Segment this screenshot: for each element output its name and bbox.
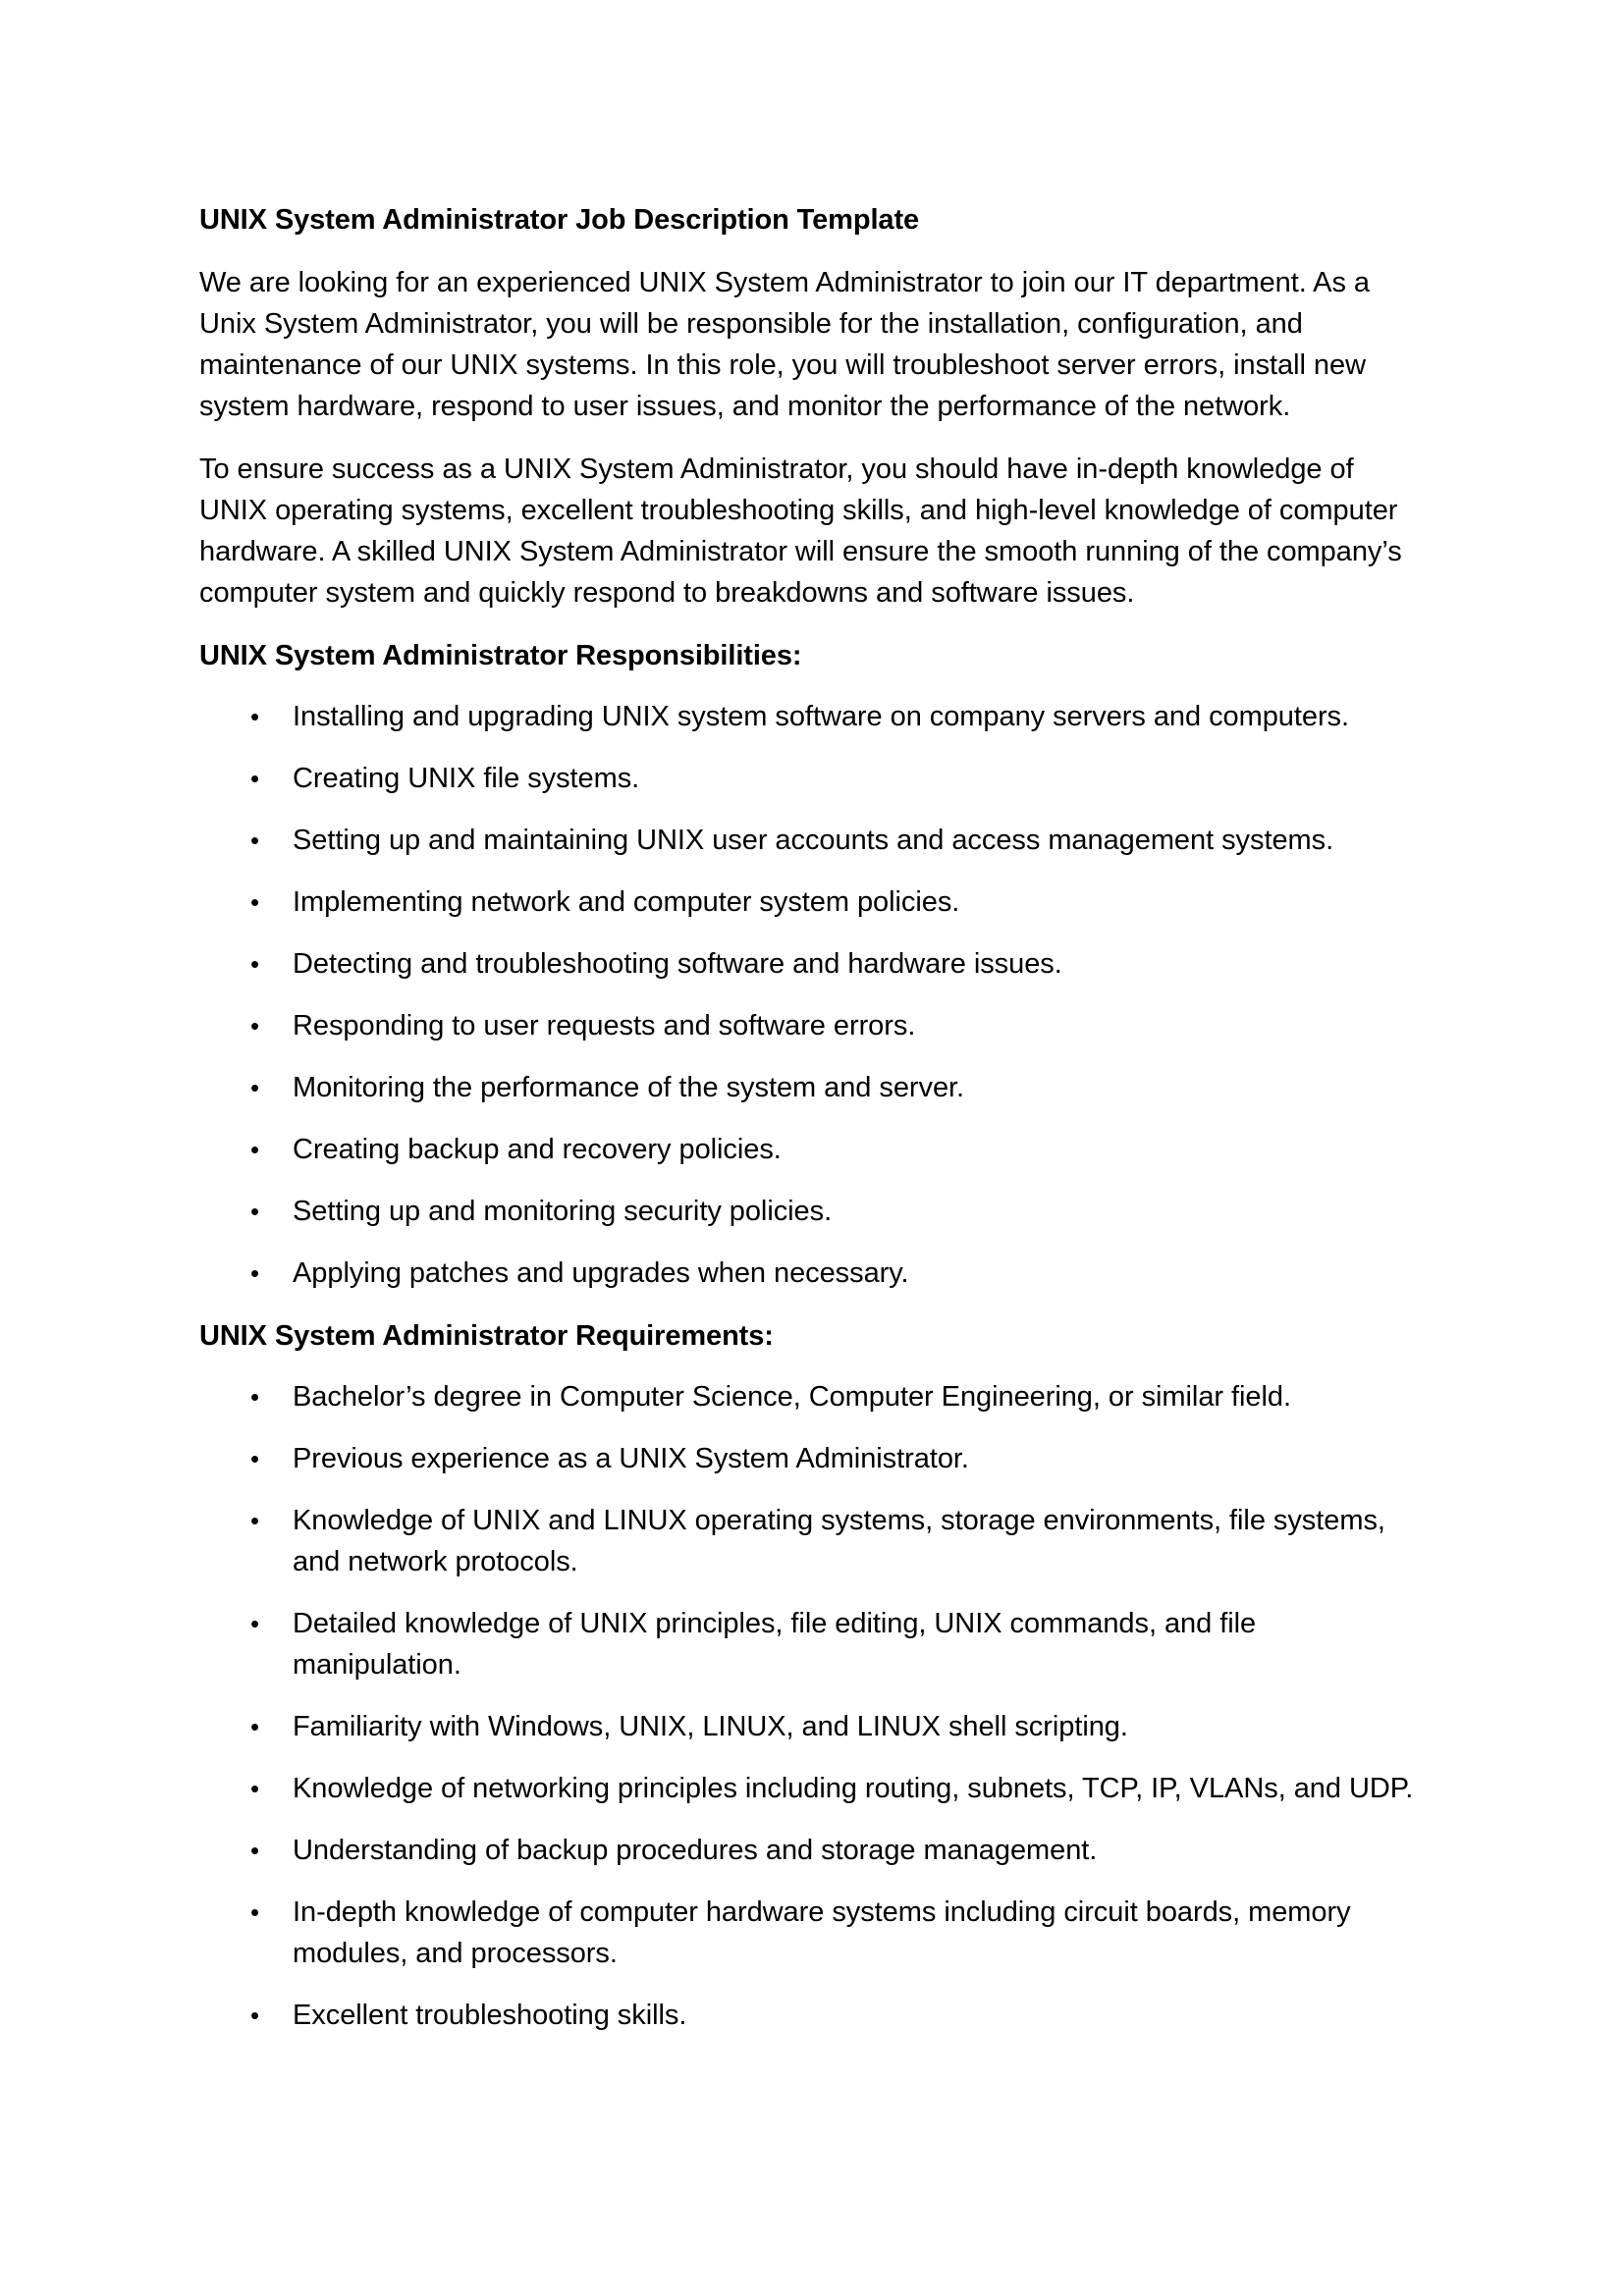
list-item — [199, 758, 1427, 799]
bullet-icon: • — [250, 1258, 260, 1288]
list-item-text: Familiarity with Windows, UNIX, LINUX, and LINUX shell scripting. — [293, 1711, 1128, 1742]
list-item-text: In-depth knowledge of computer hardware systems including circuit boards, memory modules, and processors. — [293, 1896, 1351, 1969]
list-item-text: Previous experience as a UNIX System Administrator. — [293, 1443, 969, 1474]
list-item — [199, 1830, 1427, 1871]
intro-paragraph-1: We are looking for an experienced UNIX System Administrator to join our IT department. As a Unix System Administrator, you will be responsible for the installation, configuration, and maintenance of our UNIX systems. In this role, you will troubleshoot server errors, install new system hardware, respond to user issues, and monitor the performance of the network. — [199, 267, 1371, 422]
list-item — [199, 1768, 1427, 1809]
list-item-text: Setting up and maintaining UNIX user accounts and access management systems. — [293, 825, 1334, 856]
list-item-text: Detecting and troubleshooting software and hardware issues. — [293, 948, 1062, 980]
list-item-text: Knowledge of networking principles including routing, subnets, TCP, IP, VLANs, and UDP. — [293, 1773, 1414, 1804]
requirements-list — [199, 1376, 1427, 2036]
bullet-icon: • — [250, 1609, 260, 1638]
bullet-icon: • — [250, 1897, 260, 1927]
bullet-icon: • — [250, 1073, 260, 1102]
page-title: UNIX System Administrator Job Description Template — [199, 204, 920, 236]
list-item-text: Monitoring the performance of the system and server. — [293, 1072, 965, 1103]
list-item — [199, 943, 1427, 985]
bullet-icon: • — [250, 1506, 260, 1535]
list-item-text: Applying patches and upgrades when necessary. — [293, 1257, 909, 1289]
section-heading-responsibilities: UNIX System Administrator Responsibilities: — [199, 640, 802, 671]
list-item — [199, 1603, 1427, 1685]
bullet-icon: • — [250, 1135, 260, 1164]
list-item-text: Understanding of backup procedures and storage management. — [293, 1835, 1098, 1866]
list-item — [199, 1500, 1427, 1582]
bullet-icon: • — [250, 887, 260, 917]
list-item-text: Knowledge of UNIX and LINUX operating systems, storage environments, file systems, and network protocols. — [293, 1505, 1385, 1577]
bullet-icon: • — [250, 1712, 260, 1741]
bullet-icon: • — [250, 1197, 260, 1226]
list-item — [199, 1067, 1427, 1108]
bullet-icon: • — [250, 2001, 260, 2030]
responsibilities-list — [199, 696, 1427, 1294]
bullet-icon: • — [250, 949, 260, 979]
list-item — [199, 1005, 1427, 1046]
document-body — [199, 199, 1427, 2036]
list-item-text: Creating backup and recovery policies. — [293, 1134, 782, 1165]
list-item-text: Implementing network and computer system policies. — [293, 886, 960, 918]
bullet-icon: • — [250, 1836, 260, 1865]
bullet-icon: • — [250, 1011, 260, 1041]
list-item — [199, 820, 1427, 861]
list-item — [199, 1438, 1427, 1479]
list-item — [199, 1129, 1427, 1170]
list-item-text: Responding to user requests and software errors. — [293, 1010, 916, 1041]
section-heading-requirements: UNIX System Administrator Requirements: — [199, 1320, 774, 1352]
list-item-text: Excellent troubleshooting skills. — [293, 2000, 687, 2031]
bullet-icon: • — [250, 1444, 260, 1473]
list-item-text: Installing and upgrading UNIX system software on company servers and computers. — [293, 701, 1350, 732]
list-item — [199, 1995, 1427, 2036]
bullet-icon: • — [250, 702, 260, 731]
list-item — [199, 1892, 1427, 1974]
list-item-text: Creating UNIX file systems. — [293, 763, 640, 794]
list-item-text: Setting up and monitoring security policies. — [293, 1196, 833, 1227]
bullet-icon: • — [250, 826, 260, 855]
list-item — [199, 1706, 1427, 1747]
list-item — [199, 1253, 1427, 1294]
bullet-icon: • — [250, 1774, 260, 1803]
list-item-text: Bachelor’s degree in Computer Science, Computer Engineering, or similar field. — [293, 1381, 1291, 1413]
bullet-icon: • — [250, 764, 260, 793]
list-item-text: Detailed knowledge of UNIX principles, file editing, UNIX commands, and file manipulation. — [293, 1608, 1257, 1681]
list-item — [199, 1191, 1427, 1232]
list-item — [199, 881, 1427, 923]
bullet-icon: • — [250, 1382, 260, 1412]
list-item — [199, 696, 1427, 737]
list-item — [199, 1376, 1427, 1417]
intro-paragraph-2: To ensure success as a UNIX System Administrator, you should have in-depth knowledge of UNIX operating systems, excellent troubleshooting skills, and high-level knowledge of computer hardware. A skilled UNIX System Administrator will ensure the smooth running of the company’s computer system and quickly respond to breakdowns and software issues. — [199, 454, 1402, 609]
